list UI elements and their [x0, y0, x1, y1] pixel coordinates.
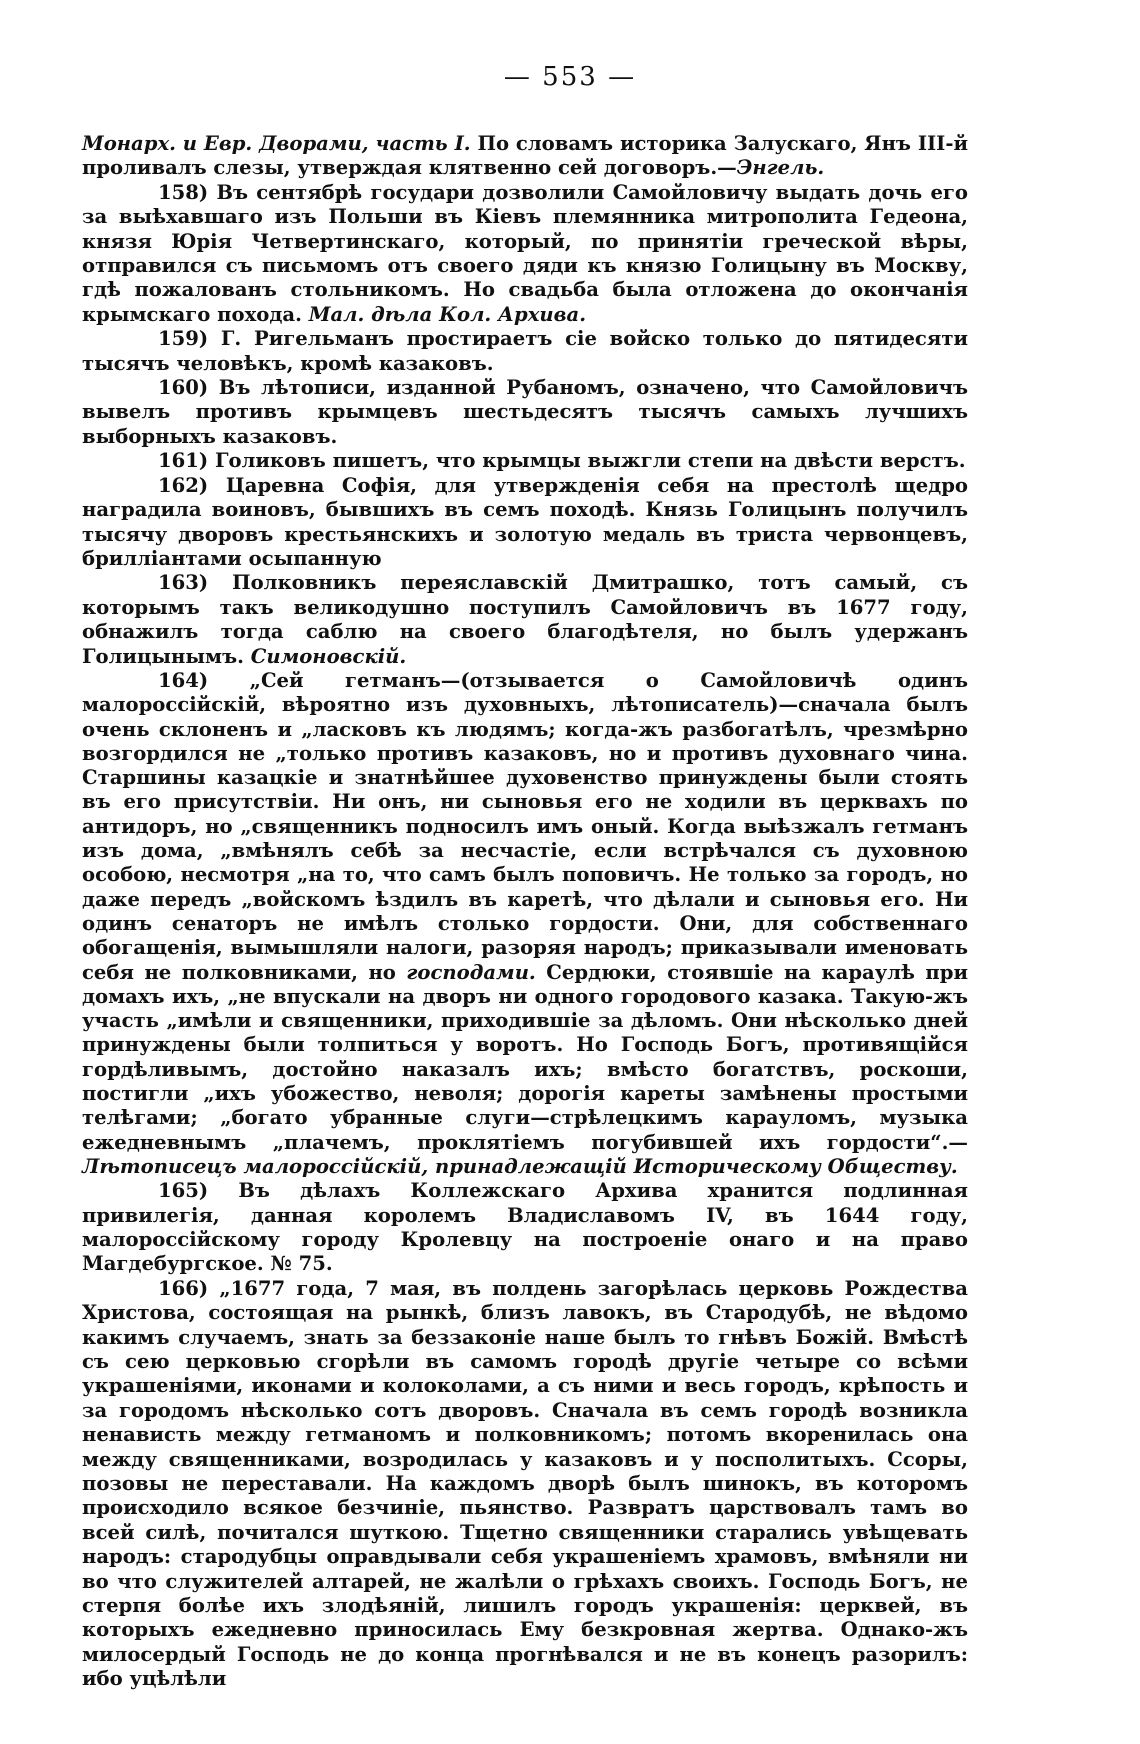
paragraph-text: Сердюки, стоявшіе на караулѣ при домахъ ихъ, „не впускали на дворъ ни одного городового казака. Такую-жъ участь „имѣли и священники, приходившіе за дѣломъ. Они нѣсколько дней принуждены были толпиться у воротъ. Но Господь Богъ, противящійся гордѣливымъ, достойно наказалъ ихъ; вмѣсто богатствъ, роскоши, постигли „ихъ убожество, неволя; дорогія кареты замѣнены простыми телѣгами; „богато убранные слуги—стрѣлецкимъ карауломъ, музыка ежедневнымъ „плачемъ, проклятіемъ погубившей ихъ гордости“.— — [82, 960, 968, 1154]
source-citation: Мал. дѣла Кол. Архива. — [308, 302, 587, 326]
paragraph-text: 159) Г. Ригельманъ простираетъ сіе войско только до пятидесяти тысячъ человѣкъ, кромѣ казаковъ. — [82, 327, 968, 375]
footnote-161 — [82, 449, 968, 473]
paragraph-text: 160) Въ лѣтописи, изданной Рубаномъ, означено, что Самойловичъ вывелъ противъ крымцевъ шестьдесятъ тысячъ самыхъ лучшихъ выборныхъ казаковъ. — [82, 376, 968, 448]
footnotes-text — [82, 132, 968, 1692]
paragraph-text: 161) Голиковъ пишетъ, что крымцы выжгли степи на двѣсти верстъ. — [158, 449, 966, 473]
paragraph-text: 166) „1677 года, 7 мая, въ полдень загорѣлась церковь Рождества Христова, состоящая на рынкѣ, близъ лавокъ, въ Стародубѣ, не вѣдомо какимъ случаемъ, знать за беззаконіе наше былъ то гнѣвъ Божій. Вмѣстѣ съ сею церковью сгорѣли въ самомъ городѣ другіе четыре со всѣми украшеніями, иконами и колоколами, а съ ними и весь городъ, крѣпость и за городомъ нѣсколько сотъ дворовъ. Сначала въ семъ городѣ возникла ненависть между гетманомъ и полковникомъ; потомъ вкоренилась она между священниками, возродилась у казаковъ и у посполитыхъ. Ссоры, позовы не переставали. На каждомъ дворѣ былъ шинокъ, въ которомъ происходило всякое безчиніе, пьянство. Развратъ царствовалъ тамъ во всей силѣ, почитался шуткою. Тщетно священники старались увѣщевать народъ: стародубцы оправдывали себя украшеніемъ храмовъ, вмѣняли ни во что служителей алтарей, не жалѣли о грѣхахъ своихъ. Господь Богъ, не стерпя болѣе ихъ злодѣяній, лишилъ городъ украшенія: церквей, въ которыхъ ежедневно приносилась Ему безкровная жертва. Однако-жъ милосердый Господь не до конца прогнѣвался и не въ конецъ разорилъ: ибо уцѣлѣли — [82, 1276, 968, 1691]
footnote-continuation — [82, 132, 968, 181]
paragraph-text: По словамъ историка Залускаго, Янъ III-й проливалъ слезы, утверждая клятвенно сей договоръ.— — [82, 132, 968, 180]
footnote-163 — [82, 571, 968, 669]
emphasis-text: господами. — [406, 960, 536, 984]
source-citation: Монарх. и Евр. Дворами, часть I. — [82, 132, 471, 155]
paragraph-text: 158) Въ сентябрѣ государи дозволили Самойловичу выдать дочь его за выѣхавшаго изъ Польши въ Кіевъ племянника митрополита Гедеона, князя Юрія Четвертинскаго, который, по принятіи греческой вѣры, отправился съ письмомъ отъ своего дяди къ князю Голицыну въ Москву, гдѣ пожалованъ стольникомъ. Но свадьба была отложена до окончанія крымскаго похода. — [82, 180, 968, 326]
footnote-160 — [82, 376, 968, 449]
paragraph-text: 165) Въ дѣлахъ Коллежскаго Архива хранится подлинная привилегія, данная королемъ Владиславомъ IV, въ 1644 году, малороссійскому городу Кролевцу на построеніе онаго и на право Магдебургское. № 75. — [82, 1179, 968, 1276]
paragraph-text: 163) Полковникъ переяславскій Дмитрашко, тотъ самый, съ которымъ такъ великодушно поступилъ Самойловичъ въ 1677 году, обнажилъ тогда саблю на своего благодѣтеля, но былъ удержанъ Голицынымъ. — [82, 571, 968, 668]
source-citation: Лѣтописецъ малороссійскій, принадлежащій Историческому Обществу. — [82, 1154, 958, 1178]
footnote-164 — [82, 669, 968, 1179]
paragraph-text: 164) „Сей гетманъ—(отзывается о Самойловичѣ одинъ малороссійскій, вѣроятно изъ духовныхъ, лѣтописатель)—сначала былъ очень склоненъ и „ласковъ къ людямъ; когда-жъ разбогатѣлъ, чрезмѣрно возгордился не „только противъ казаковъ, но и противъ духовнаго чина. Старшины казацкіе и знатнѣйшее духовенство принуждены были стоять въ его присутствіи. Ни онъ, ни сыновья его не ходили въ церквахъ по антидоръ, но „священникъ подносилъ имъ оный. Когда выѣзжалъ гетманъ изъ дома, „вмѣнялъ себѣ за несчастіе, если встрѣчался съ духовною особою, несмотря „на то, что самъ былъ поповичъ. Не только за городъ, но даже передъ „войскомъ ѣздилъ въ каретѣ, что дѣлали и сыновья его. Ни одинъ сенаторъ не имѣлъ столько гордости. Они, для собственнаго обогащенія, вымышляли налоги, разоряя народъ; приказывали именовать себя не полковниками, но — [82, 668, 968, 984]
page-number: — 553 — — [503, 62, 637, 92]
footnote-158 — [82, 181, 968, 327]
footnote-165 — [82, 1179, 968, 1277]
paragraph-text: 162) Царевна Софія, для утвержденія себя на престолѣ щедро наградила воиновъ, бывшихъ въ семъ походѣ. Князь Голицынъ получилъ тысячу дворовъ крестьянскихъ и золотую медаль въ триста червонцевъ, бриллiантами осыпанную — [82, 473, 968, 570]
footnote-159 — [82, 327, 968, 376]
footnote-166 — [82, 1277, 968, 1692]
source-citation: Симоновскій. — [250, 644, 407, 668]
footnote-162 — [82, 474, 968, 572]
source-citation: Энгель. — [736, 156, 825, 180]
